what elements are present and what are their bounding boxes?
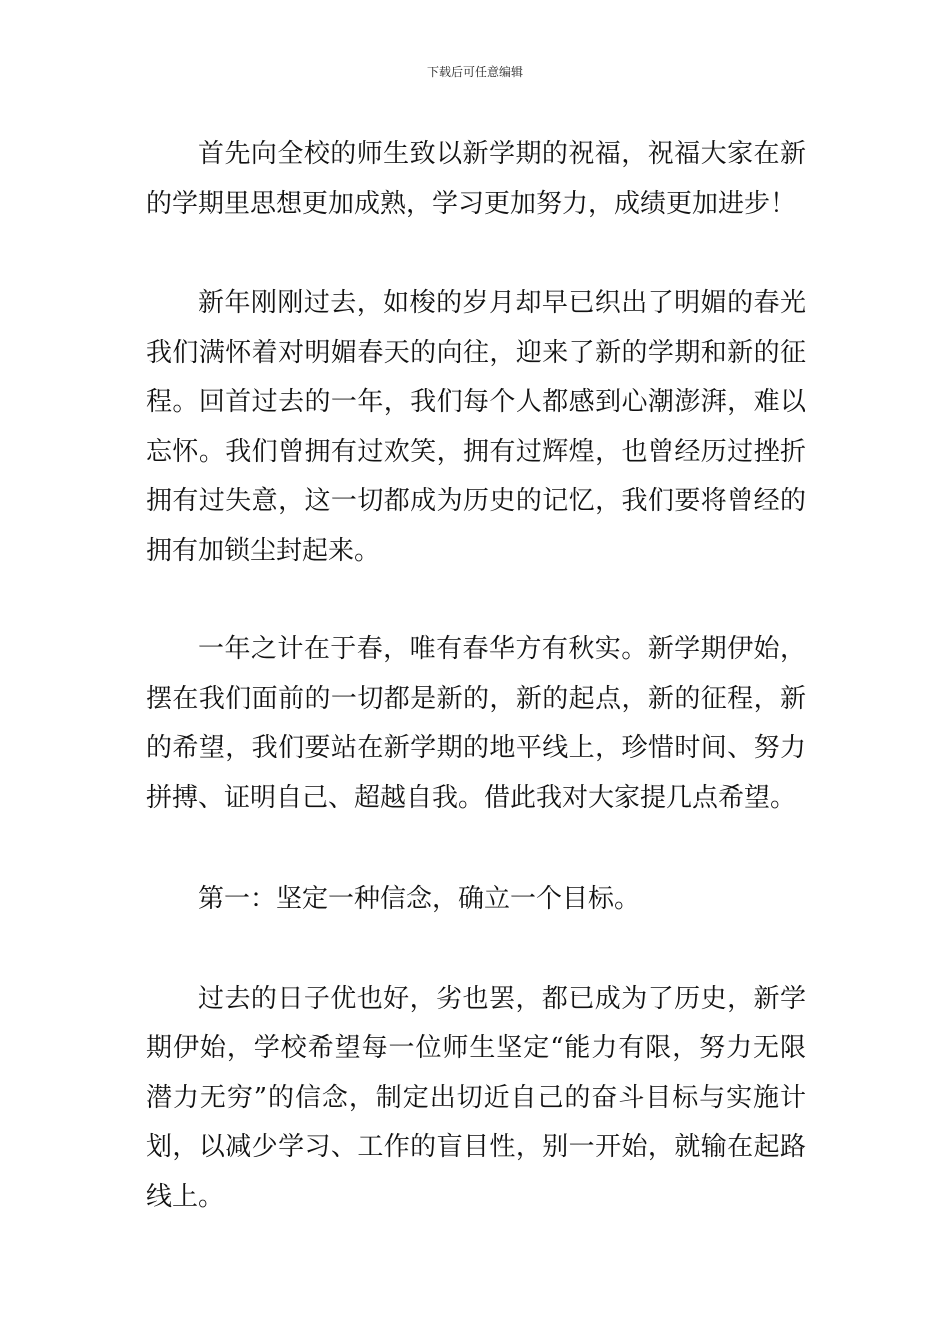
paragraph-spring-plan: 一年之计在于春，唯有春华方有秋实。新学期伊始，摆在我们面前的一切都是新的，新的起点，新的征程，新的希望，我们要站在新学期的地平线上，珍惜时间、努力拼搏、证明自己、超越自我。借此我对大家提几点希望。 [146,634,806,813]
header-note: 下载后可任意编辑 [426,65,523,79]
paragraph-first-point: 第一：坚定一种信念，确立一个目标。 [198,884,641,914]
paragraph-belief: 过去的日子优也好，劣也罢，都已成为了历史，新学期伊始，学校希望每一位师生坚定“能力有限，努力无限潜力无穷”的信念，制定出切近自己的奋斗目标与实施计划，以减少学习、工作的盲目性，别一开始，就输在起路线上。 [146,983,806,1212]
document-body [146,130,806,1222]
paragraph-greeting: 首先向全校的师生致以新学期的祝福，祝福大家在新的学期里思想更加成熟，学习更加努力，成绩更加进步！ [146,139,806,219]
paragraph-new-year: 新年刚刚过去，如梭的岁月却早已织出了明媚的春光我们满怀着对明媚春天的向往，迎来了新的学期和新的征程。回首过去的一年，我们每个人都感到心潮澎湃，难以忘怀。我们曾拥有过欢笑，拥有过辉煌，也曾经历过挫折拥有过失意，这一切都成为历史的记忆，我们要将曾经的拥有加锁尘封起来。 [146,288,806,566]
